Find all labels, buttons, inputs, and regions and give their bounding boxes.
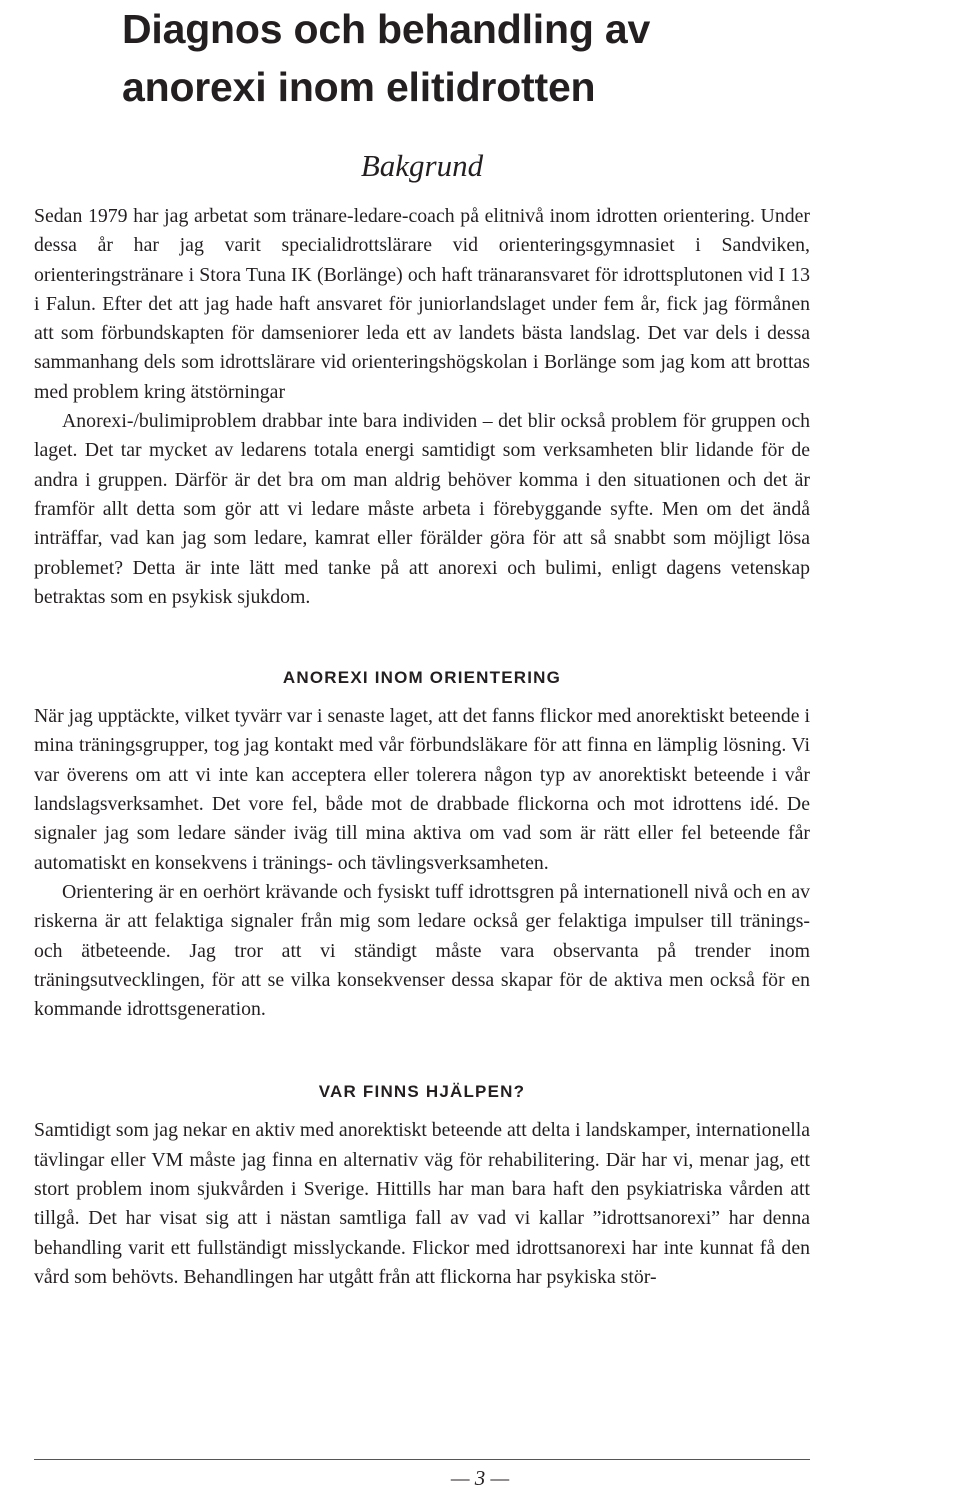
section-hjalpen [34,1116,810,1292]
section-background [34,202,810,612]
title-line-2: anorexi inom elitidrotten [122,64,596,110]
paragraph: Anorexi-/bulimiproblem drabbar inte bara individen – det blir också problem för gruppen och laget. Det tar mycket av ledarens totala energi samtidigt som verksamheten blir lidande för de andra i gruppen. Därför är det bra om man aldrig behöver komma i den situationen och det är framför allt detta som gör att vi ledare måste arbeta i förebyggande syfte. Men om det ändå inträffar, vad kan jag som ledare, kamrat eller förälder göra för att så snabbt som möjligt lösa problemet? Detta är inte lätt med tanke på att anorexi och bulimi, enligt dagens vetenskap betraktas som en psykisk sjukdom. [34,410,810,608]
document-page [34,0,810,1292]
paragraph: Samtidigt som jag nekar en aktiv med anorektiskt beteende att delta i landskamper, internationella tävlingar eller VM måste jag finna en alternativ väg för rehabilitering. Där har vi, menar jag, ett stort problem inom sjukvården i Sverige. Hittills har man bara haft den psykiatriska vården att tillgå. Det har visat sig att i nästan samtliga fall av vad vi kallar ”idrottsanorexi” har denna behandling varit ett fullständigt misslyckande. Flickor med idrottsanorexi har inte kunnat få den vård som behövts. Behandlingen har utgått från att flickorna har psykiska stör- [34,1119,810,1288]
title-line-1: Diagnos och behandling av [122,6,651,52]
section-subtitle: Bakgrund [360,148,484,183]
section-orientering [34,702,810,1024]
paragraph: När jag upptäckte, vilket tyvärr var i senaste laget, att det fanns flickor med anorektiskt beteende i mina träningsgrupper, tog jag kontakt med vår förbundsläkare för att finna en lämplig lösning. Vi var överens om att vi inte kan acceptera eller tolerera någon typ av anorektiskt beteende i vår landslagsverksamhet. Det vore fel, både mot de drabbade flickorna och mot idrottens idé. De signaler jag som ledare sänder iväg till mina aktiva om vad som är rätt eller fel beteende får automatiskt en konsekvens i tränings- och tävlingsverksamheten. [34,705,810,874]
page-number: — 3 — [450,1466,510,1490]
section-heading: VAR FINNS HJÄLPEN? [318,1082,526,1102]
page-title [34,0,810,116]
paragraph: Orientering är en oerhört krävande och fysiskt tuff idrottsgren på internationell nivå och en av riskerna är att felaktiga signaler från mig som ledare också ger felaktiga impulser till tränings- och ätbeteende. Jag tror att vi ständigt måste vara observanta på trender inom träningsutvecklingen, för att se vilka konsekvenser dessa skapar för de aktiva men också för en kommande idrottsgeneration. [34,880,810,1021]
footer-divider [34,1459,810,1460]
paragraph: Sedan 1979 har jag arbetat som tränare-ledare-coach på elitnivå inom idrotten orientering. Under dessa år har jag varit specialidrottslärare vid orienteringsgymnasiet i Sandviken, orienteringstränare i Stora Tuna IK (Borlänge) och haft tränaransvaret för idrottsplutonen vid I 13 i Falun. Efter det att jag hade haft ansvaret för juniorlandslaget under fem år, fick jag förmånen att som förbundskapten för damseniorer leda ett av landets bästa landslag. Det var dels i dessa sammanhang dels som idrottslärare vid orienteringshögskolan i Borlänge som jag kom att brottas med problem kring ätstörningar [34,205,810,403]
section-heading: ANOREXI INOM ORIENTERING [282,668,562,688]
